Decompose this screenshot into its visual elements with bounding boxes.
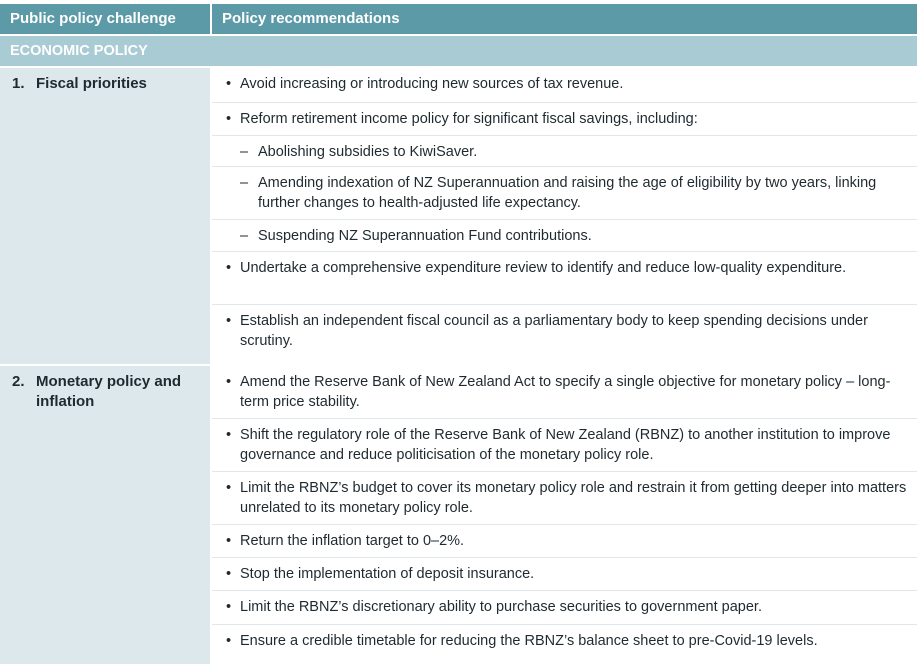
item-text: Shift the regulatory role of the Reserve Bank of New Zealand (RBNZ) to another institution to improve governance and reduce politicisation of the monetary policy role. (240, 427, 891, 463)
challenge-cell (0, 68, 212, 364)
item-text: Establish an independent fiscal council as a parliamentary body to keep spending decisions under scrutiny. (240, 313, 868, 349)
item-text: Amending indexation of NZ Superannuation and raising the age of eligibility by two years, linking further changes to health-adjusted life expectancy. (258, 175, 877, 211)
item-text: Abolishing subsidies to KiwiSaver. (258, 144, 478, 160)
challenge-cell (0, 366, 212, 664)
item-text: Return the inflation target to 0–2%. (240, 533, 465, 549)
dash-marker: – (240, 228, 249, 244)
bullet-marker: • (226, 480, 232, 496)
list-item (212, 625, 917, 664)
item-text: Limit the RBNZ’s discretionary ability to purchase securities to government paper. (240, 599, 762, 615)
list-item (212, 252, 917, 305)
bullet-marker: • (226, 599, 232, 615)
row-number: 1. (12, 75, 25, 92)
list-item (212, 305, 917, 364)
dash-marker: – (240, 175, 249, 191)
recommendations-cell (212, 366, 917, 664)
list-item (212, 68, 917, 103)
sub-list-item (212, 136, 917, 167)
list-item (212, 472, 917, 525)
bullet-marker: • (226, 260, 232, 276)
item-text: Amend the Reserve Bank of New Zealand Act to specify a single objective for monetary policy – long-term price stability. (240, 374, 891, 410)
list-item (212, 366, 917, 419)
sub-list-item (212, 220, 917, 252)
table-row (0, 68, 917, 364)
bullet-marker: • (226, 533, 232, 549)
recommendations-cell (212, 68, 917, 364)
bullet-marker: • (226, 76, 232, 92)
list-item (212, 558, 917, 591)
header-challenge: Public policy challenge (0, 4, 212, 34)
bullet-marker: • (226, 374, 232, 390)
item-text: Ensure a credible timetable for reducing the RBNZ’s balance sheet to pre-Covid-19 levels. (240, 633, 818, 649)
bullet-marker: • (226, 427, 232, 443)
table-row (0, 366, 917, 664)
list-item (212, 591, 917, 625)
table-header (0, 4, 917, 34)
bullet-marker: • (226, 633, 232, 649)
list-item (212, 525, 917, 558)
challenge-name: Monetary policy and inflation (36, 373, 182, 410)
section-title: ECONOMIC POLICY (0, 36, 917, 66)
item-text: Stop the implementation of deposit insurance. (240, 566, 535, 582)
bullet-marker: • (226, 566, 232, 582)
list-item (212, 103, 917, 136)
item-text: Avoid increasing or introducing new sources of tax revenue. (240, 76, 624, 92)
dash-marker: – (240, 144, 249, 160)
bullet-marker: • (226, 313, 232, 329)
item-text: Limit the RBNZ’s budget to cover its monetary policy role and restrain it from getting deeper into matters unrelated to its monetary policy role. (240, 480, 907, 516)
sub-list-item (212, 167, 917, 220)
item-text: Suspending NZ Superannuation Fund contributions. (258, 228, 592, 244)
row-number: 2. (12, 373, 25, 390)
item-text: Reform retirement income policy for significant fiscal savings, including: (240, 111, 698, 127)
header-recommendations: Policy recommendations (222, 10, 400, 27)
bullet-marker: • (226, 111, 232, 127)
list-item (212, 419, 917, 472)
item-text: Undertake a comprehensive expenditure review to identify and reduce low-quality expenditure. (240, 260, 847, 276)
challenge-name: Fiscal priorities (36, 75, 147, 92)
